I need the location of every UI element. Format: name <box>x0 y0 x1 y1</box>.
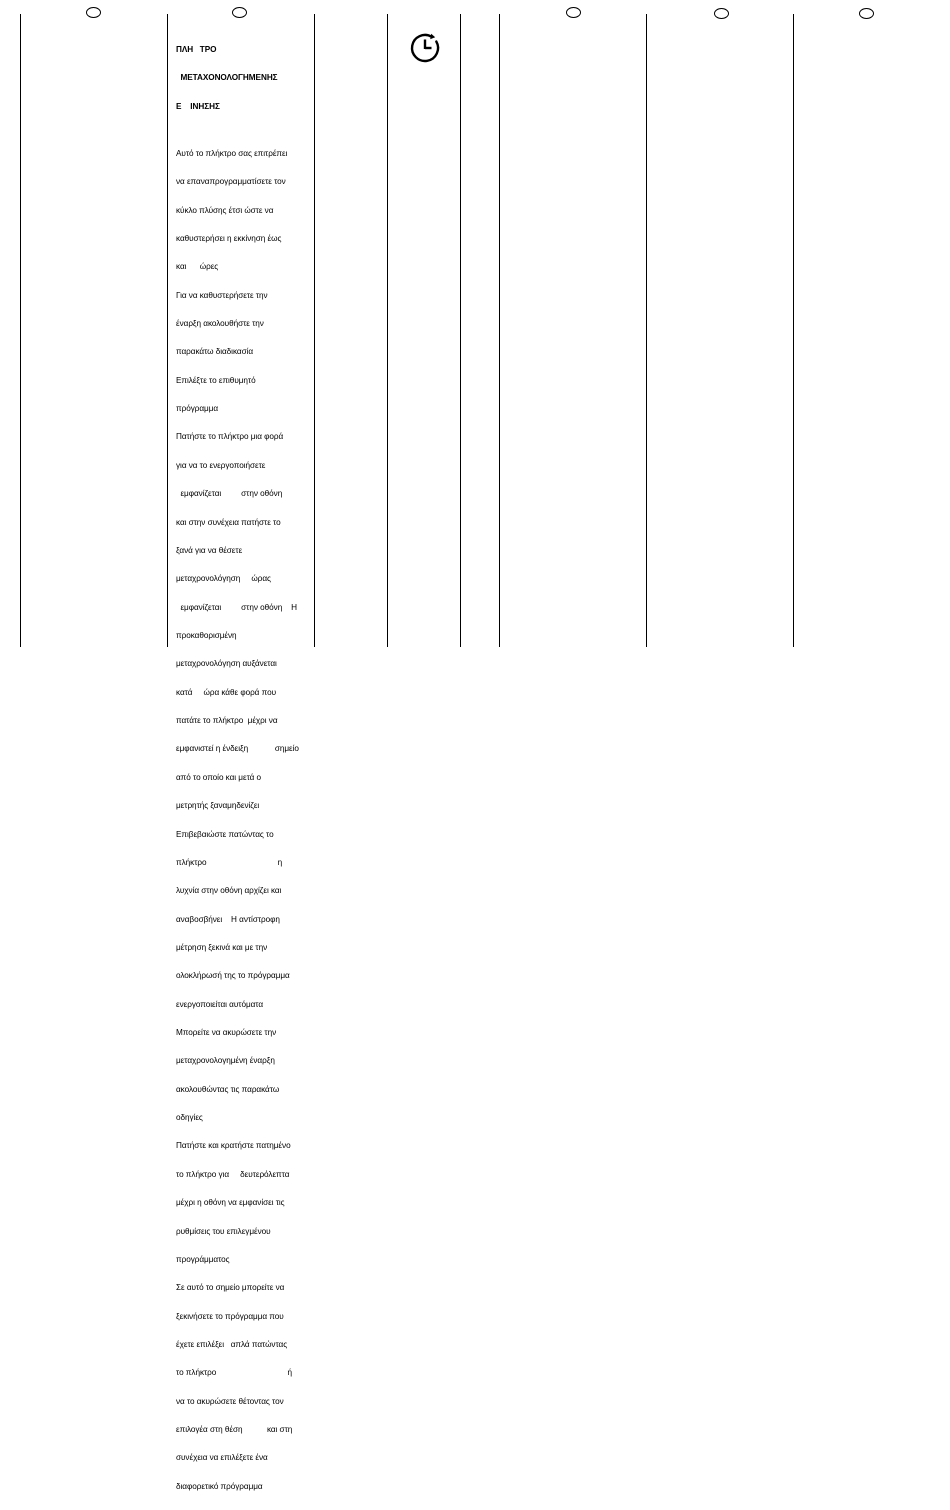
body-line: Επιλέξτε το επιθυμητό <box>176 375 256 385</box>
page-marker-circle-icon <box>566 7 581 18</box>
column-divider <box>314 14 315 647</box>
body-line: ρυθμίσεις του επιλεγμένου <box>176 1226 271 1236</box>
column-divider <box>167 14 168 647</box>
body-line: μεταχρονολογημένη έναρξη <box>176 1056 275 1066</box>
column-divider <box>387 14 388 647</box>
delay-timer-icon <box>409 32 441 64</box>
page-marker-circle-icon <box>232 7 247 18</box>
body-line: διαφορετικό πρόγραμμα <box>176 1481 263 1491</box>
body-line: προγράμματος <box>176 1254 230 1264</box>
body-line: λυχνία στην οθόνη αρχίζει και <box>176 886 282 896</box>
body-line: να το ακυρώσετε θέτοντας τον <box>176 1396 284 1406</box>
body-text <box>176 130 312 1510</box>
section-heading <box>176 26 312 130</box>
body-line: μεταχρονολόγηση ώρας <box>176 574 271 584</box>
body-line: ακολουθώντας τις παρακάτω <box>176 1084 280 1094</box>
body-line: Πατήστε το πλήκτρο μια φορά <box>176 432 284 442</box>
body-line: Αυτό το πλήκτρο σας επιτρέπει <box>176 148 288 158</box>
body-line: εμφανιστεί η ένδειξη σημείο <box>176 744 299 754</box>
body-line: ξεκινήσετε το πρόγραμμα που <box>176 1311 284 1321</box>
body-line: Σε αυτό το σημείο μπορείτε να <box>176 1283 285 1293</box>
page-marker-circle-icon <box>859 8 874 19</box>
body-line: αναβοσβήνει Η αντίστροφη <box>176 914 280 924</box>
body-line: μέχρι η οθόνη να εμφανίσει τις <box>176 1198 285 1208</box>
column-divider <box>646 14 647 647</box>
body-line: Επιβεβαιώστε πατώντας το <box>176 829 274 839</box>
body-line: πλήκτρο η <box>176 857 283 867</box>
column-divider <box>793 14 794 647</box>
column-divider <box>460 14 461 647</box>
body-line: οδηγίες <box>176 1113 203 1123</box>
body-line: μέτρηση ξεκινά και με την <box>176 942 268 952</box>
body-line: κύκλο πλύσης έτσι ώστε να <box>176 205 274 215</box>
page-marker-circle-icon <box>86 7 101 18</box>
body-line: το πλήκτρο για δευτερόλεπτα <box>176 1169 290 1179</box>
body-line: το πλήκτρο ή <box>176 1368 292 1378</box>
body-line: Για να καθυστερήσετε την <box>176 290 268 300</box>
body-line: έχετε επιλέξει απλά πατώντας <box>176 1339 288 1349</box>
body-line: προκαθορισμένη <box>176 631 237 640</box>
body-line: ολοκλήρωσή της το πρόγραμμα <box>176 971 290 981</box>
body-line: να επαναπρογραμματίσετε τον <box>176 177 286 187</box>
body-line: επιλογέα στη θέση και στη <box>176 1425 293 1435</box>
page-marker-circle-icon <box>714 8 729 19</box>
body-line: εμφανίζεται στην οθόνη <box>176 489 283 499</box>
delay-start-instructions <box>176 26 312 1510</box>
heading-line: Ε ΙΝΗΣΗΣ <box>176 101 220 111</box>
body-line: Μπορείτε να ακυρώσετε την <box>176 1028 277 1038</box>
column-divider <box>499 14 500 647</box>
body-line: από το οποίο και μετά ο <box>176 772 262 782</box>
body-line: μεταχρονολόγηση αυξάνεται <box>176 659 277 669</box>
body-line: κατά ώρα κάθε φορά που <box>176 687 277 697</box>
body-line: Πατήστε και κρατήστε πατημένο <box>176 1141 291 1151</box>
body-line: έναρξη ακολουθήστε την <box>176 319 264 329</box>
body-line: εμφανίζεται στην οθόνη Η <box>176 602 297 612</box>
heading-line: ΠΛΗ ΤΡΟ <box>176 44 217 54</box>
column-divider <box>20 14 21 647</box>
body-line: ενεργοποιείται αυτόματα <box>176 999 264 1009</box>
body-line: παρακάτω διαδικασία <box>176 347 254 357</box>
heading-line: ΜΕΤΑΧΟΝΟΛΟΓΗΜΕΝΗΣ <box>176 73 278 83</box>
body-line: για να το ενεργοποιήσετε <box>176 460 266 470</box>
body-line: και ώρες <box>176 262 219 272</box>
body-line: πρόγραμμα <box>176 404 219 414</box>
body-line: μετρητής ξαναμηδενίζει <box>176 801 260 811</box>
body-line: συνέχεια να επιλέξετε ένα <box>176 1453 268 1463</box>
body-line: πατάτε το πλήκτρο μέχρι να <box>176 716 278 726</box>
body-line: καθυστερήσει η εκκίνηση έως <box>176 233 282 243</box>
body-line: και στην συνέχεια πατήστε το <box>176 517 281 527</box>
body-line: ξανά για να θέσετε <box>176 545 243 555</box>
